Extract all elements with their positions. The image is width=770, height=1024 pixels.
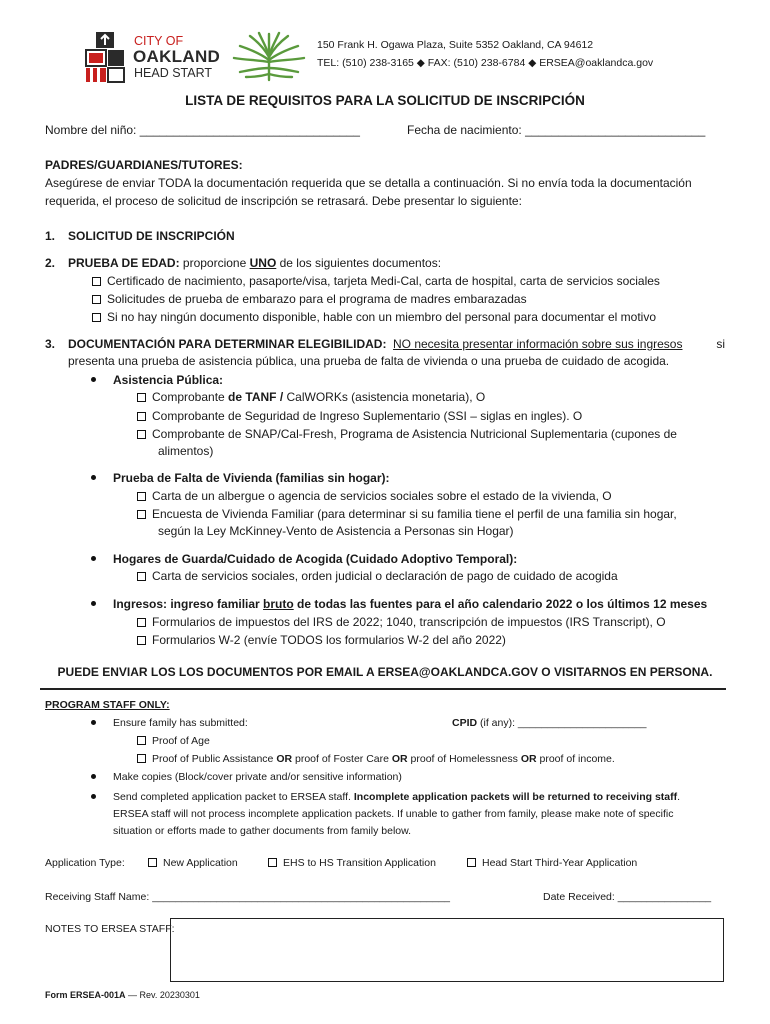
item-3-number: 3.	[45, 337, 56, 351]
logo-oakland: OAKLAND	[133, 47, 221, 66]
checkbox-icon[interactable]	[92, 277, 101, 286]
head-start-logo	[82, 30, 232, 84]
or-2: OR	[391, 753, 408, 765]
homeless-opt2-line1: Encuesta de Vivienda Familiar (para determinar si su familia tiene el perfil de una familia sin hogar,	[152, 507, 677, 521]
pa-opt3-line1: Comprobante de SNAP/Cal-Fresh, Programa de Asistencia Nutricional Suplementaria (cupones de	[152, 427, 677, 441]
staff-proof-fc: proof of Foster Care	[292, 753, 392, 765]
notes-textbox[interactable]	[170, 918, 724, 982]
footer-form-id: Form ERSEA-001A	[45, 990, 126, 1000]
item-3-label-underline: NO necesita presentar información sobre sus ingresos	[393, 337, 683, 351]
app-type-new[interactable]	[148, 855, 238, 871]
homeless-opt1-label: Carta de un albergue o agencia de servicios sociales sobre el estado de la vivienda, O	[152, 489, 612, 503]
item-3-label	[68, 336, 725, 353]
foster-opt1-label: Carta de servicios sociales, orden judicial o declaración de pago de cuidado de acogida	[152, 569, 618, 583]
checkbox-icon[interactable]	[137, 430, 146, 439]
checkbox-icon[interactable]	[137, 492, 146, 501]
bullet-icon	[91, 774, 96, 779]
footer-rev: — Rev. 20230301	[125, 990, 200, 1000]
age-option-3[interactable]	[92, 309, 656, 326]
app-type-ehs-transition[interactable]	[268, 855, 436, 871]
bullet-icon	[91, 377, 96, 382]
item-2-label-pre: proporcione	[179, 256, 250, 270]
staff-proof-age[interactable]	[137, 733, 210, 749]
foster-heading: Hogares de Guarda/Cuidado de Acogida (Cuidado Adoptivo Temporal):	[113, 552, 518, 566]
pa-opt3-line2: alimentos)	[158, 444, 214, 458]
pa-opt1-pre: Comprobante	[152, 390, 229, 404]
homeless-option-2[interactable]	[137, 506, 677, 523]
staff-heading: PROGRAM STAFF ONLY:	[45, 699, 170, 711]
staff-copies: Make copies (Block/cover private and/or sensitive information)	[113, 771, 402, 783]
form-footer	[45, 989, 200, 1001]
app-type-ehs-label: EHS to HS Transition Application	[283, 857, 436, 869]
email-notice: PUEDE ENVIAR LOS LOS DOCUMENTOS POR EMAIL A ERSEA@OAKLANDCA.GOV O VISITARNOS EN PERSONA.	[57, 665, 713, 679]
staff-proof-pa: Proof of Public Assistance	[152, 753, 277, 765]
checkbox-icon[interactable]	[137, 636, 146, 645]
notes-label: NOTES TO ERSEA STAFF:	[45, 923, 175, 935]
income-heading	[113, 596, 707, 613]
age-option-2[interactable]	[92, 291, 527, 308]
bullet-icon	[91, 794, 96, 799]
header-contact: TEL: (510) 238-3165 ◆ FAX: (510) 238-6784 ◆ ERSEA@oaklandca.gov	[317, 57, 654, 69]
parents-instruction-line1: Asegúrese de enviar TODA la documentación requerida que se detalla a continuación. Si no envía toda la documentación	[45, 176, 692, 190]
item-1-number: 1.	[45, 229, 56, 243]
income-option-2[interactable]	[137, 632, 506, 649]
or-3: OR	[520, 753, 537, 765]
staff-proof-age-label: Proof of Age	[152, 735, 210, 747]
app-type-third-year[interactable]	[467, 855, 637, 871]
foster-option-1[interactable]	[137, 568, 618, 585]
homeless-heading: Prueba de Falta de Vivienda (familias sin hogar):	[113, 471, 390, 485]
oak-tree-icon	[228, 30, 310, 82]
item-3-line2: presenta una prueba de asistencia pública, una prueba de falta de vivienda o una prueba de cuidado de acogida.	[68, 354, 670, 368]
item-2-label-bold: PRUEBA DE EDAD:	[68, 256, 180, 270]
item-3-label-bold: DOCUMENTACIÓN PARA DETERMINAR ELEGIBILIDAD:	[68, 337, 387, 351]
public-assistance-option-3[interactable]	[137, 426, 677, 443]
application-type-label: Application Type:	[45, 857, 125, 869]
pa-opt1-post: CalWORKs (asistencia monetaria), O	[283, 390, 486, 404]
bullet-icon	[91, 475, 96, 480]
homeless-option-1[interactable]	[137, 488, 612, 505]
checkbox-icon[interactable]	[92, 313, 101, 322]
item-2-number: 2.	[45, 256, 56, 270]
checkbox-icon[interactable]	[137, 572, 146, 581]
pa-opt2-label: Comprobante de Seguridad de Ingreso Suplementario (SSI – siglas en ingles). O	[152, 409, 583, 423]
bullet-icon	[91, 720, 96, 725]
checkbox-icon[interactable]	[92, 295, 101, 304]
logo-head-start: HEAD START	[134, 66, 213, 80]
income-heading-underline: bruto	[263, 597, 294, 611]
receiving-staff-field[interactable]: Receiving Staff Name: ___________________________________________________	[45, 891, 451, 903]
income-heading-post: de todas las fuentes para el año calendario 2022 o los últimos 12 meses	[293, 597, 708, 611]
oak-tree-logo	[228, 30, 310, 82]
checkbox-icon[interactable]	[148, 858, 157, 867]
public-assistance-option-2[interactable]	[137, 408, 582, 425]
homeless-opt2-line2: según la Ley McKinney-Vento de Asistencia a Personas sin Hogar)	[158, 524, 514, 538]
staff-proof-assistance[interactable]	[137, 751, 615, 767]
header-address: 150 Frank H. Ogawa Plaza, Suite 5352 Oakland, CA 94612	[317, 39, 594, 51]
age-option-3-label: Si no hay ningún documento disponible, hable con un miembro del personal para documentar el motivo	[107, 310, 657, 324]
cpid-label: CPID	[452, 717, 478, 729]
checkbox-icon[interactable]	[137, 736, 146, 745]
checkbox-icon[interactable]	[137, 412, 146, 421]
checkbox-icon[interactable]	[268, 858, 277, 867]
staff-proof-hl: proof of Homelessness	[407, 753, 521, 765]
public-assistance-option-1[interactable]	[137, 389, 485, 406]
staff-ensure: Ensure family has submitted:	[113, 717, 248, 729]
section-divider	[40, 688, 726, 690]
staff-send-post: .	[677, 791, 681, 803]
cpid-rest: (if any): ______________________	[477, 717, 647, 729]
staff-proof-inc: proof of income.	[536, 753, 615, 765]
checkbox-icon[interactable]	[467, 858, 476, 867]
birth-date-field[interactable]: Fecha de nacimiento: ___________________________	[407, 123, 706, 137]
staff-send-pre: Send completed application packet to ERSEA staff.	[113, 791, 354, 803]
age-option-1-label: Certificado de nacimiento, pasaporte/visa, tarjeta Medi-Cal, carta de hospital, carta de servicios sociales	[107, 274, 660, 288]
item-2-label-post: de los siguientes documentos:	[276, 256, 442, 270]
parents-instruction-line2: requerida, el proceso de solicitud de inscripción se retrasará. Debe presentar lo siguiente:	[45, 194, 522, 208]
checkbox-icon[interactable]	[137, 510, 146, 519]
item-1-label: SOLICITUD DE INSCRIPCIÓN	[68, 229, 235, 243]
income-option-1[interactable]	[137, 614, 666, 631]
staff-send-line2: ERSEA staff will not process incomplete application packets. If unable to gather from family, please make note of specific	[113, 808, 674, 820]
checkbox-icon[interactable]	[137, 393, 146, 402]
item-3-label-si: si	[716, 337, 725, 351]
pa-opt1-bold: de TANF /	[228, 390, 284, 404]
bullet-icon	[91, 556, 96, 561]
age-option-2-label: Solicitudes de prueba de embarazo para el programa de madres embarazadas	[107, 292, 527, 306]
building-blocks-icon	[82, 30, 130, 84]
app-type-new-label: New Application	[163, 857, 238, 869]
bullet-icon	[91, 601, 96, 606]
staff-send-line1	[113, 789, 680, 805]
income-opt1-label: Formularios de impuestos del IRS de 2022; 1040, transcripción de impuestos (IRS Transcript), O	[152, 615, 666, 629]
date-received-field[interactable]: Date Received: ________________	[543, 891, 712, 903]
item-2-label-uno: UNO	[249, 256, 277, 270]
checkbox-icon[interactable]	[137, 754, 146, 763]
logo-city-of: CITY OF	[134, 34, 184, 48]
public-assistance-heading: Asistencia Pública:	[113, 373, 224, 387]
checkbox-icon[interactable]	[137, 618, 146, 627]
staff-send-line3: situation or efforts made to gather documents from family below.	[113, 825, 412, 837]
page-title: LISTA DE REQUISITOS PARA LA SOLICITUD DE INSCRIPCIÓN	[185, 93, 585, 108]
staff-send-bold: Incomplete application packets will be returned to receiving staff	[353, 791, 678, 803]
parents-heading: PADRES/GUARDIANES/TUTORES:	[45, 158, 243, 172]
cpid-field[interactable]	[452, 715, 646, 731]
item-2-label	[68, 255, 441, 272]
child-name-field[interactable]: Nombre del niño: _________________________________	[45, 123, 360, 137]
income-opt2-label: Formularios W-2 (envíe TODOS los formularios W-2 del año 2022)	[152, 633, 506, 647]
income-heading-pre: Ingresos: ingreso familiar	[113, 597, 264, 611]
app-type-third-year-label: Head Start Third-Year Application	[482, 857, 638, 869]
age-option-1[interactable]	[92, 273, 660, 290]
or-1: OR	[276, 753, 293, 765]
